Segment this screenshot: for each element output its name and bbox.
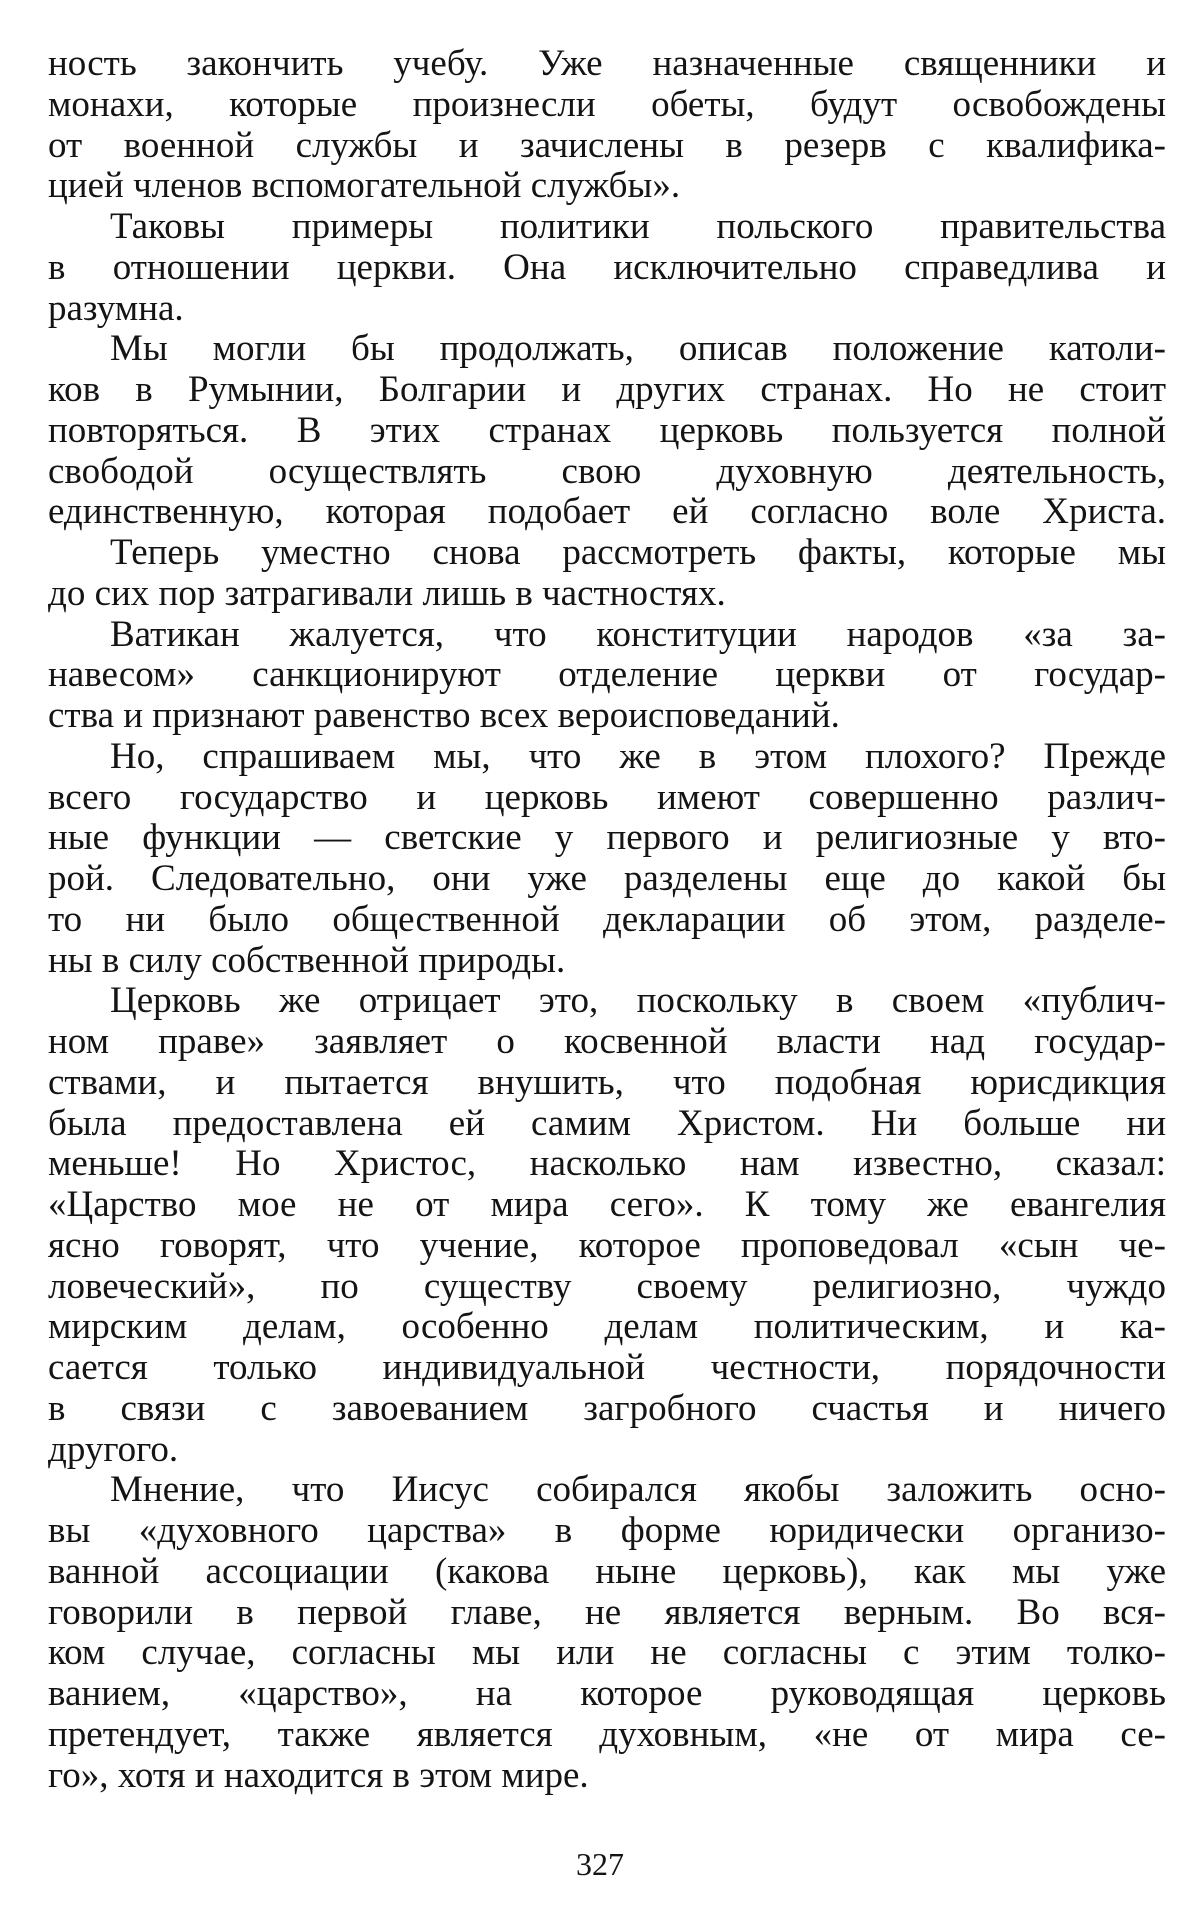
text-line: от военной службы и зачислены в резерв с квалифика- [48, 124, 1166, 166]
text-line: ков в Румынии, Болгарии и других странах. Но не стоит [48, 369, 1166, 410]
text-line: рой. Следовательно, они уже разделены еще до какой бы [48, 858, 1166, 899]
paragraph [48, 737, 1166, 982]
text-line: Теперь уместно снова рассмотреть факты, которые мы [110, 532, 1166, 573]
paragraph [48, 1470, 1166, 1796]
text-line: ны в силу собственной природы. [48, 939, 566, 981]
paragraph [48, 44, 1166, 207]
text-line: меньше! Но Христос, насколько нам известно, сказал: [48, 1143, 1166, 1185]
text-line: Таковы примеры политики польского правительства [110, 206, 1166, 247]
text-line: Но, спрашиваем мы, что же в этом плохого? Прежде [110, 735, 1166, 777]
text-line: вы «духовного царства» в форме юридически организо- [48, 1510, 1166, 1551]
text-line: Мнение, что Иисус собирался якобы заложить осно- [110, 1469, 1166, 1511]
text-line: ства и признают равенство всех вероисповеданий. [48, 695, 840, 736]
text-line: ванием, «царство», на которое руководящая церковь [48, 1673, 1166, 1714]
text-line: Мы могли бы продолжать, описав положение католи- [110, 328, 1166, 370]
paragraph [48, 329, 1166, 533]
text-line: единственную, которая подобает ей согласно воле Христа. [48, 491, 1166, 533]
text-line: ком случае, согласны мы или не согласны с этим толко- [48, 1632, 1166, 1674]
text-line: ные функции — светские у первого и религиозные у вто- [48, 817, 1166, 859]
text-line: сается только индивидуальной честности, порядочности [48, 1347, 1166, 1388]
text-line: говорили в первой главе, не является верным. Во вся- [48, 1591, 1166, 1633]
text-line: навесом» санкционируют отделение церкви от государ- [48, 654, 1166, 696]
text-line: ность закончить учебу. Уже назначенные священники и [48, 43, 1166, 84]
page-text [48, 44, 1166, 1796]
text-line: ванной ассоциации (какова ныне церковь), как мы уже [48, 1550, 1166, 1592]
text-line: была предоставлена ей самим Христом. Ни больше ни [48, 1102, 1166, 1144]
paragraph [48, 615, 1166, 737]
text-line: Церковь же отрицает это, поскольку в своем «публич- [110, 980, 1166, 1022]
text-line: Ватикан жалуется, что конституции народов «за за- [110, 613, 1166, 655]
text-line: го», хотя и находится в этом мире. [48, 1754, 589, 1796]
text-line: свободой осуществлять свою духовную деятельность, [48, 450, 1166, 492]
paragraph [48, 533, 1166, 615]
text-line: ясно говорят, что учение, которое проповедовал «сын че- [48, 1224, 1166, 1266]
text-line: «Царство мое не от мира сего». К тому же евангелия [48, 1184, 1166, 1225]
text-line: разумна. [48, 287, 184, 329]
text-line: повторяться. В этих странах церковь пользуется полной [48, 409, 1166, 451]
paragraph [48, 981, 1166, 1470]
text-line: то ни было общественной декларации об этом, разделе- [48, 898, 1166, 940]
text-line: претендует, также является духовным, «не от мира се- [48, 1713, 1166, 1755]
text-line: всего государство и церковь имеют совершенно различ- [48, 776, 1166, 818]
text-line: ловеческий», по существу своему религиозно, чуждо [48, 1265, 1166, 1307]
text-line: ствами, и пытается внушить, что подобная юрисдикция [48, 1061, 1166, 1103]
text-line: до сих пор затрагивали лишь в частностях. [48, 572, 726, 614]
page-number: 327 [576, 1846, 624, 1882]
text-line: в отношении церкви. Она исключительно справедлива и [48, 246, 1166, 288]
text-line: в связи с завоеванием загробного счастья и ничего [48, 1387, 1166, 1429]
text-line: монахи, которые произнесли обеты, будут освобождены [48, 83, 1166, 125]
paragraph [48, 207, 1166, 329]
text-line: мирским делам, особенно делам политическим, и ка- [48, 1306, 1166, 1348]
text-line: ном праве» заявляет о косвенной власти над государ- [48, 1021, 1166, 1062]
text-line: цией членов вспомогательной службы». [48, 165, 681, 207]
text-line: другого. [48, 1428, 179, 1470]
